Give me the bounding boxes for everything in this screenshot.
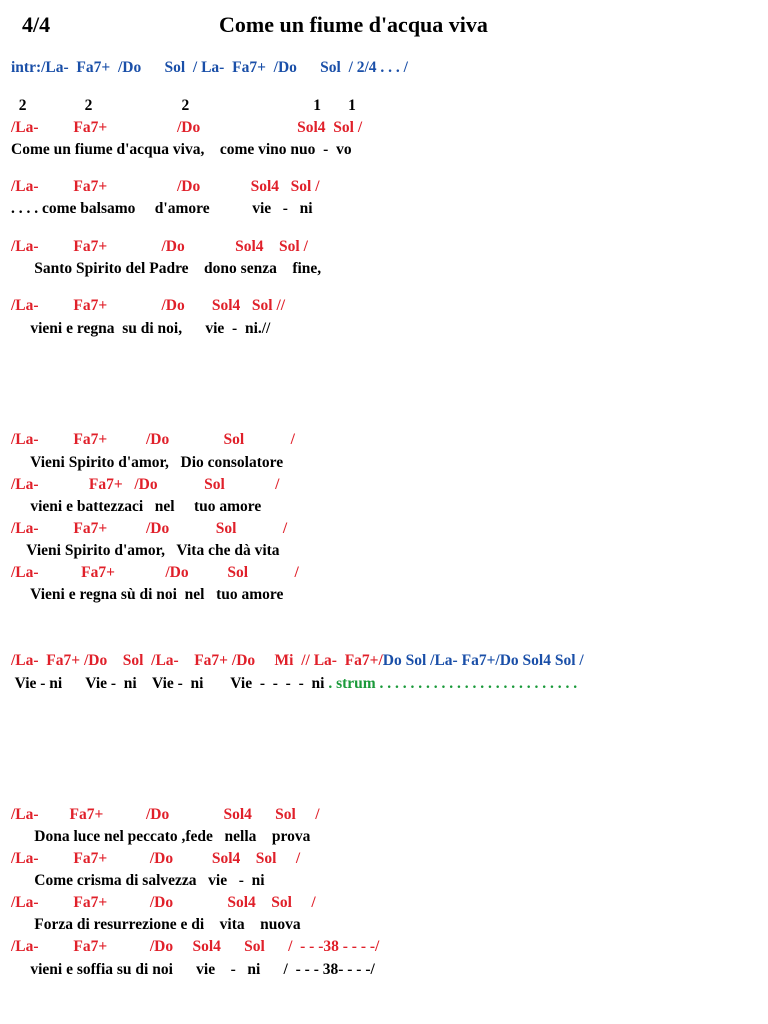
chord-line: /La- Fa7+ /Do Sol4 Sol / (11, 894, 316, 911)
beat-counts: 2 2 2 1 1 (11, 97, 356, 114)
chord-line: /La- Fa7+ /Do Sol4 Sol / (11, 238, 308, 255)
lyric-line: Vieni e regna sù di noi nel tuo amore (11, 586, 284, 603)
lyric-line: vieni e regna su di noi, vie - ni.// (11, 320, 271, 337)
bridge-chords-red: /La- Fa7+ /Do Sol /La- Fa7+ /Do Mi // La- Fa7+/ (11, 652, 383, 669)
chord-line: /La- Fa7+ /Do Sol / (11, 520, 288, 537)
lyric-line: Santo Spirito del Padre dono senza fine, (11, 260, 322, 277)
lyric-line: Vieni Spirito d'amor, Dio consolatore (11, 454, 284, 471)
lyric-line: Dona luce nel peccato ,fede nella prova (11, 828, 311, 845)
chord-line: /La- Fa7+ /Do Sol4 Sol / (11, 119, 363, 136)
bridge-chord-line (11, 652, 584, 670)
chord-line: /La- Fa7+ /Do Sol / (11, 564, 299, 581)
song-title: Come un fiume d'acqua viva (219, 12, 488, 37)
lyric-line: Forza di resurrezione e di vita nuova (11, 916, 301, 933)
lyric-line: vieni e battezzaci nel tuo amore (11, 498, 262, 515)
time-signature: 4/4 (22, 12, 51, 37)
intro-chords: intr:/La- Fa7+ /Do Sol / La- Fa7+ /Do Sol / 2/4 . . . / (11, 59, 408, 76)
bridge-lyric-line (11, 675, 577, 693)
strum-instruction: . strum . . . . . . . . . . . . . . . . . . . . . . . . . . (328, 675, 578, 692)
lyric-line: Vieni Spirito d'amor, Vita che dà vita (11, 542, 280, 559)
lyric-line: . . . . come balsamo d'amore vie - ni (11, 200, 313, 217)
chord-line: /La- Fa7+ /Do Sol4 Sol / (11, 806, 320, 823)
lyric-line: Come crisma di salvezza vie - ni (11, 872, 265, 889)
bridge-lyric: Vie - ni Vie - ni Vie - ni Vie - - - - ni (11, 675, 329, 692)
lyric-line: vieni e soffia su di noi vie - ni / - - - 38- - - -/ (11, 961, 375, 978)
bridge-chords-blue: Do Sol /La- Fa7+/Do Sol4 Sol / (382, 652, 584, 669)
chord-line: /La- Fa7+ /Do Sol4 Sol / (11, 850, 301, 867)
lyric-line: Come un fiume d'acqua viva, come vino nuo - vo (11, 141, 352, 158)
chord-line: /La- Fa7+ /Do Sol4 Sol / (11, 178, 320, 195)
chord-line: /La- Fa7+ /Do Sol / (11, 476, 280, 493)
chord-line: /La- Fa7+ /Do Sol / (11, 431, 295, 448)
chord-line: /La- Fa7+ /Do Sol4 Sol // (11, 297, 286, 314)
chord-line: /La- Fa7+ /Do Sol4 Sol / - - -38 - - - -/ (11, 938, 380, 955)
